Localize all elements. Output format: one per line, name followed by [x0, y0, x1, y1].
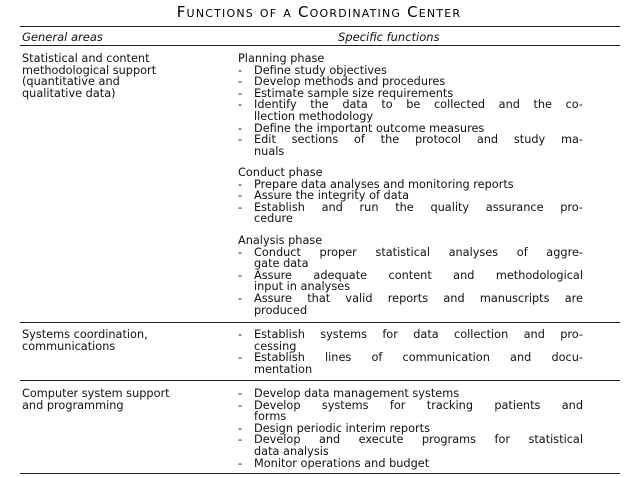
- phase-conduct: [238, 167, 583, 225]
- list-item: - Define the important outcome measures: [238, 121, 485, 135]
- phase-planning: [238, 53, 583, 157]
- bottom-rule: [20, 473, 620, 474]
- list-item: - Establish systems for data collection and pro- cessing: [238, 328, 583, 353]
- header-specific-functions: Specific functions: [338, 30, 440, 44]
- header-rule: [20, 45, 620, 46]
- list-item: - Develop and execute programs for statistical data analysis: [238, 433, 583, 458]
- list-item: - Identify the data to be collected and the co- llection methodology: [238, 98, 583, 123]
- area-systems-coordination: [22, 329, 212, 352]
- phase-analysis: [238, 235, 583, 316]
- list-item: - Define study objectives: [238, 63, 387, 77]
- area-line: methodological support: [22, 63, 157, 77]
- section-rule: [20, 380, 620, 381]
- area-computer-support: [22, 388, 212, 411]
- list-item: - Design periodic interim reports: [238, 421, 430, 435]
- list-item: - Monitor operations and budget: [238, 456, 430, 470]
- list-item: - Establish and run the quality assurance pro- cedure: [238, 200, 583, 226]
- area-line: Computer system support: [22, 387, 170, 400]
- list-item: - Estimate sample size requirements: [238, 86, 454, 100]
- list-item: - Conduct proper statistical analyses of aggre- gate data: [238, 245, 583, 271]
- area-line: Systems coordination,: [22, 328, 148, 341]
- phase-title: Analysis phase: [238, 234, 323, 247]
- top-rule: [20, 26, 620, 27]
- phase-title: Planning phase: [238, 52, 325, 65]
- list-item: - Prepare data analyses and monitoring reports: [238, 177, 514, 191]
- area-line: communications: [22, 339, 116, 353]
- area-line: Statistical and content: [22, 52, 150, 65]
- functions-computer-support: [238, 388, 583, 469]
- area-statistical-support: [22, 53, 212, 99]
- list-item: - Edit sections of the protocol and study ma- nuals: [238, 133, 583, 158]
- area-line: qualitative data): [22, 86, 116, 100]
- list-item: - Develop data management systems: [238, 387, 460, 400]
- table-title: Functions of a Coordinating Center: [176, 3, 462, 21]
- list-item: - Assure adequate content and methodological input in analyses: [238, 268, 583, 294]
- list-item: - Assure the integrity of data: [238, 189, 409, 203]
- area-line: (quantitative and: [22, 75, 120, 89]
- area-line: and programming: [22, 398, 124, 412]
- list-item: - Assure that valid reports and manuscripts are produced: [238, 291, 583, 317]
- list-item: - Establish lines of communication and docu- mentation: [238, 351, 583, 376]
- functions-systems-coordination: [238, 329, 583, 375]
- list-item: - Develop methods and procedures: [238, 75, 446, 89]
- header-general-areas: General areas: [22, 30, 103, 44]
- phase-title: Conduct phase: [238, 166, 323, 179]
- list-item: - Develop systems for tracking patients and forms: [238, 398, 583, 424]
- section-rule: [20, 322, 620, 323]
